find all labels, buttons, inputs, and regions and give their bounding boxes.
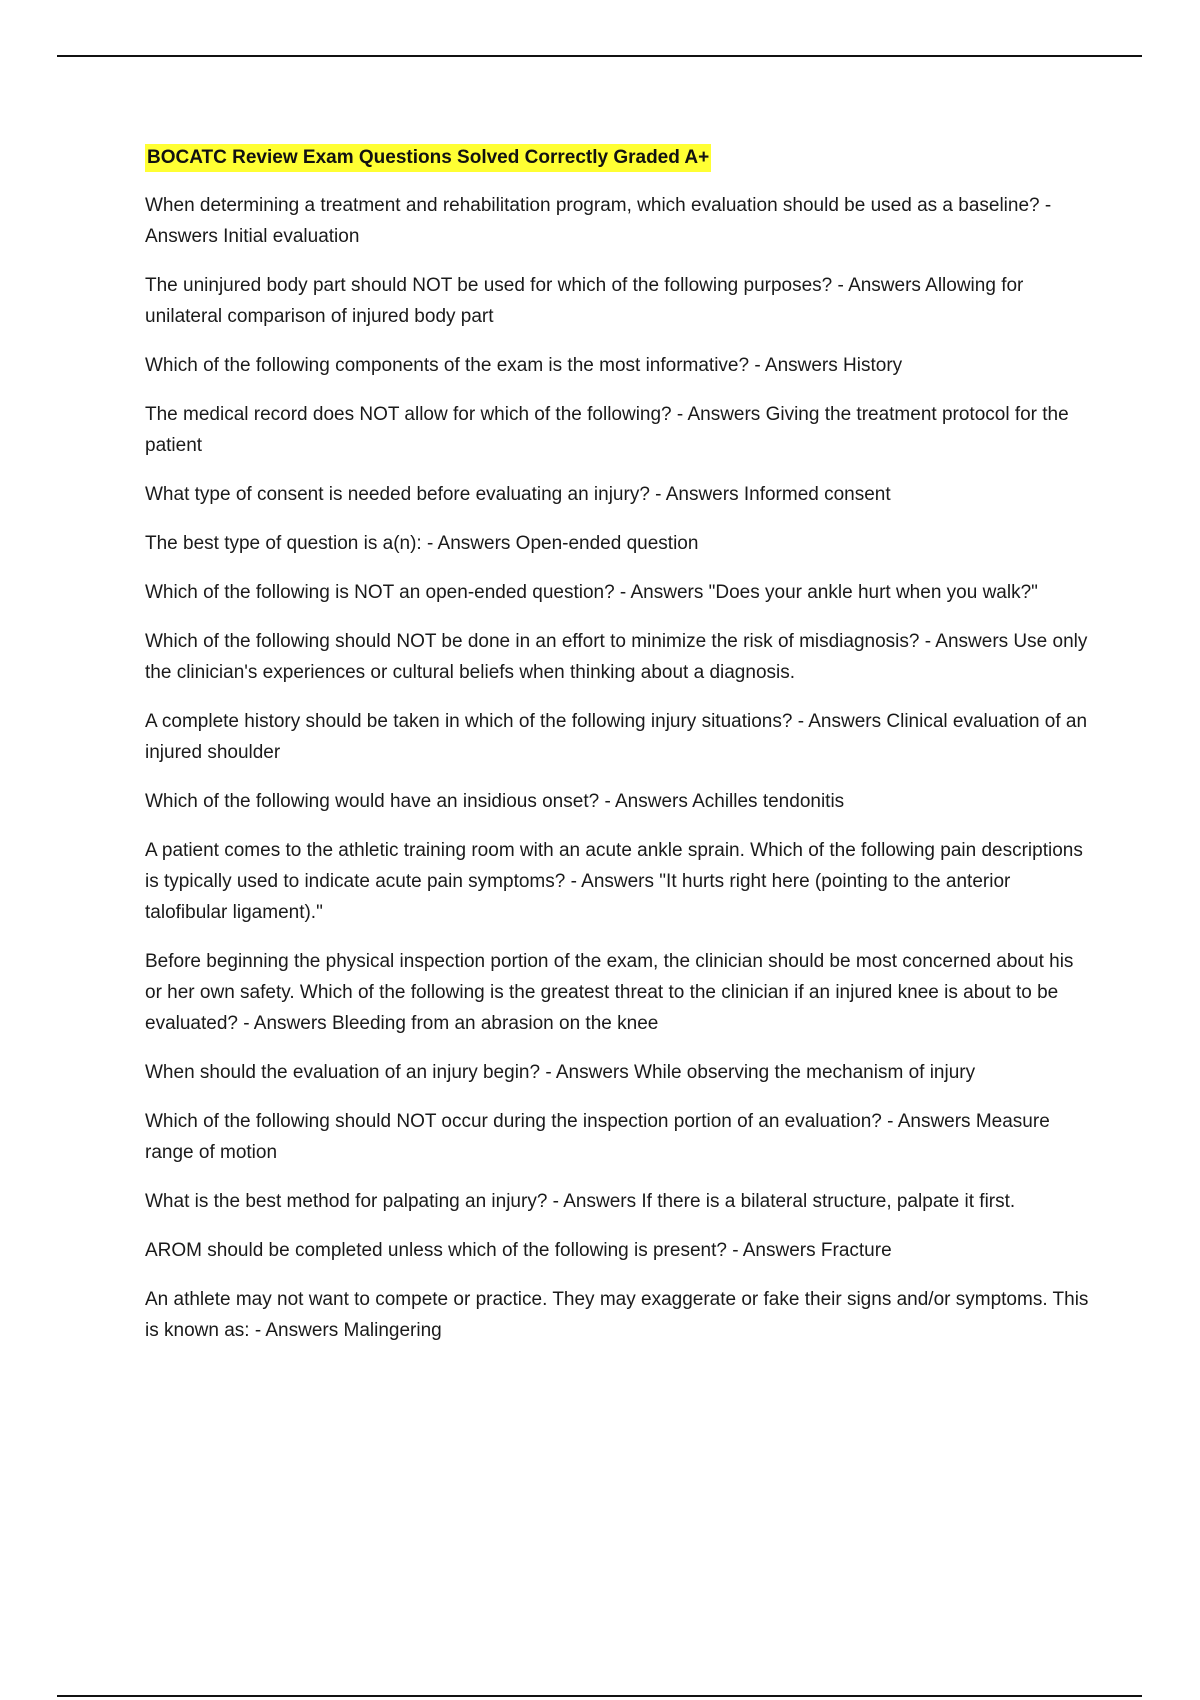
question-answer-item: A patient comes to the athletic training room with an acute ankle sprain. Which of the following pain descriptions is typically used to indicate acute pain symptoms? - Answers "It hurts right here (pointing to the anterior talofibular ligament).": [145, 840, 1083, 923]
bottom-rule: [57, 1695, 1142, 1697]
question-answer-item: When should the evaluation of an injury begin? - Answers While observing the mechanism of injury: [145, 1062, 976, 1083]
question-answer-item: Which of the following is NOT an open-ended question? - Answers "Does your ankle hurt when you walk?": [145, 582, 1038, 603]
question-answer-item: Before beginning the physical inspection portion of the exam, the clinician should be most concerned about his or her own safety. Which of the following is the greatest threat to the clinician if an injured knee is about to be evaluated? - Answers Bleeding from an abrasion on the knee: [145, 951, 1074, 1034]
question-answer-item: Which of the following components of the exam is the most informative? - Answers History: [145, 355, 903, 376]
question-answer-item: What is the best method for palpating an injury? - Answers If there is a bilateral structure, palpate it first.: [145, 1191, 1016, 1212]
question-answer-item: The best type of question is a(n): - Answers Open-ended question: [145, 533, 699, 554]
top-rule: [57, 55, 1142, 57]
question-answer-item: A complete history should be taken in which of the following injury situations? - Answers Clinical evaluation of an injured shoulder: [145, 711, 1088, 763]
question-answer-item: When determining a treatment and rehabilitation program, which evaluation should be used as a baseline? - Answers Initial evaluation: [145, 195, 1052, 247]
question-answer-item: AROM should be completed unless which of the following is present? - Answers Fracture: [145, 1240, 892, 1261]
document-content: [145, 144, 1095, 1364]
question-answer-item: Which of the following would have an insidious onset? - Answers Achilles tendonitis: [145, 791, 845, 812]
question-answer-item: An athlete may not want to compete or practice. They may exaggerate or fake their signs and/or symptoms. This is known as: - Answers Malingering: [145, 1289, 1089, 1341]
question-list: [145, 190, 1095, 1346]
question-answer-item: The uninjured body part should NOT be used for which of the following purposes? - Answers Allowing for unilateral comparison of injured body part: [145, 275, 1024, 327]
question-answer-item: Which of the following should NOT occur during the inspection portion of an evaluation? - Answers Measure range of motion: [145, 1111, 1050, 1163]
question-answer-item: The medical record does NOT allow for which of the following? - Answers Giving the treatment protocol for the patient: [145, 404, 1069, 456]
question-answer-item: Which of the following should NOT be done in an effort to minimize the risk of misdiagnosis? - Answers Use only the clinician's experiences or cultural beliefs when thinking about a diagnosis.: [145, 631, 1088, 683]
document-title: BOCATC Review Exam Questions Solved Correctly Graded A+: [145, 144, 711, 172]
question-answer-item: What type of consent is needed before evaluating an injury? - Answers Informed consent: [145, 484, 891, 505]
